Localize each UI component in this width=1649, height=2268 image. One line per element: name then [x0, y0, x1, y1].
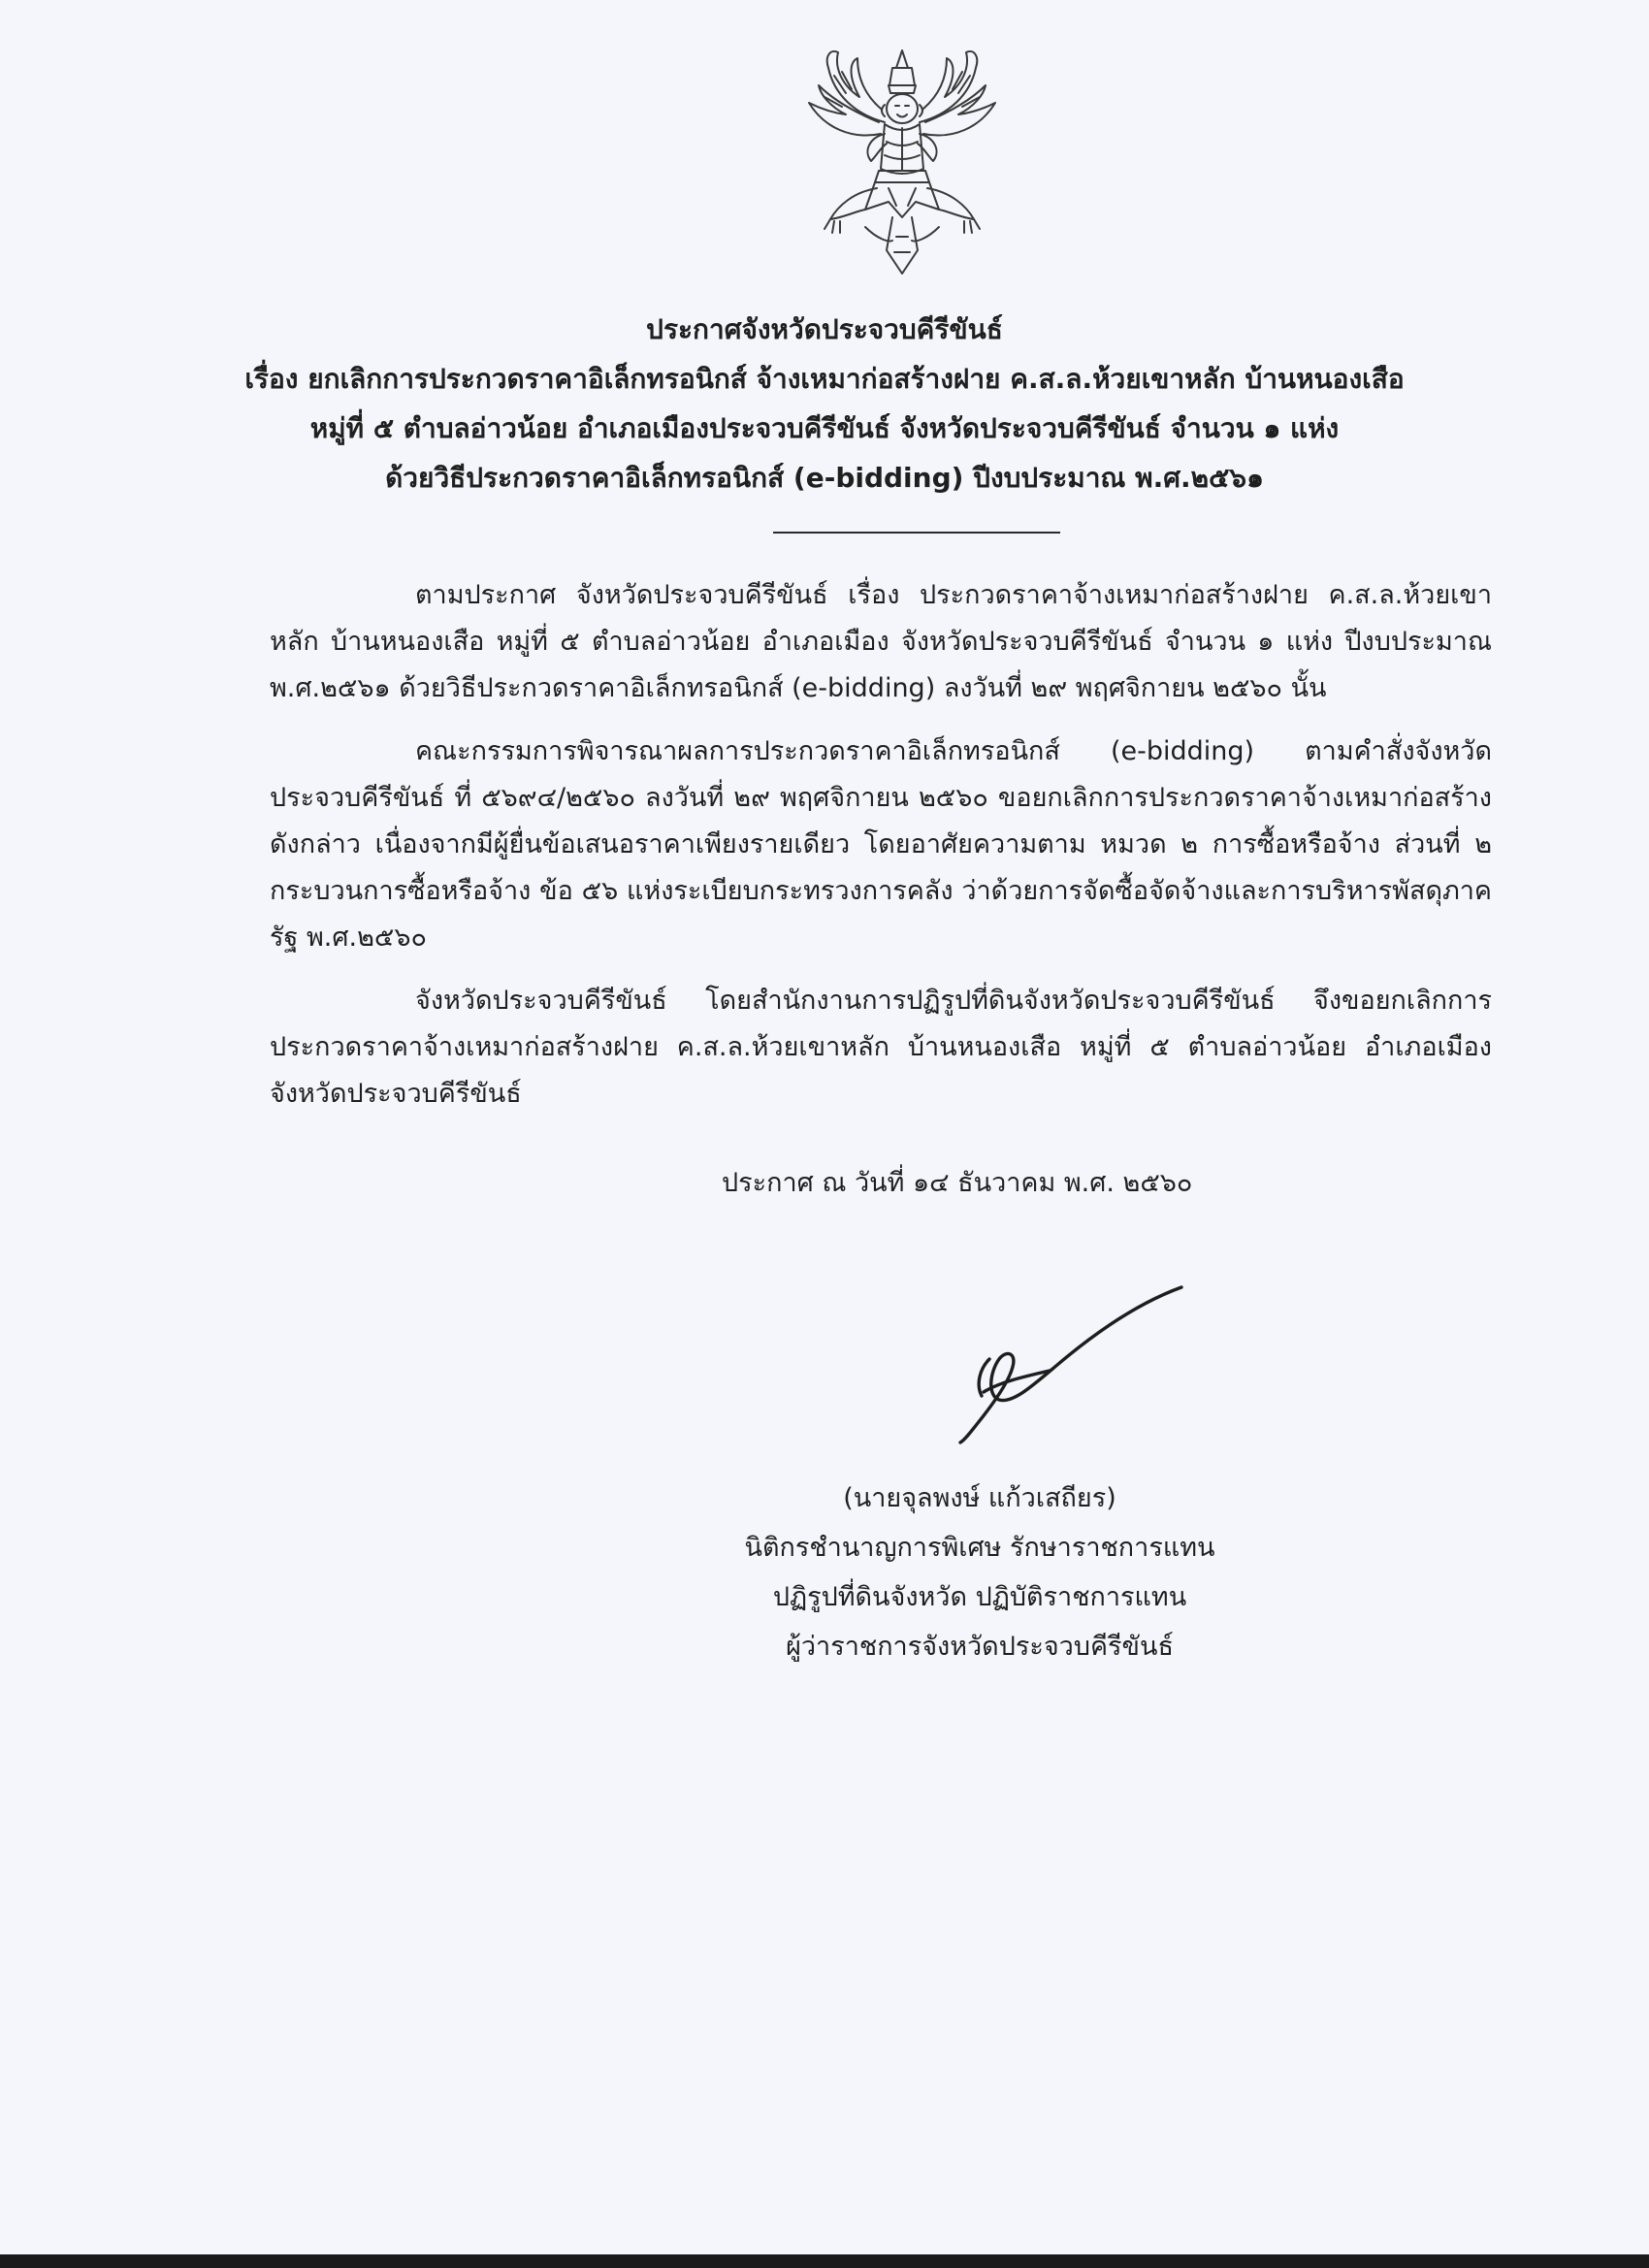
- announcement-heading: [223, 305, 1426, 502]
- garuda-emblem-icon: [795, 47, 1009, 277]
- signer-name: (นายจุลพงษ์ แก้วเสถียร): [843, 1483, 1116, 1513]
- body-paragraph-2: คณะกรรมการพิจารณาผลการประกวดราคาอิเล็กทรอนิกส์ (e-bidding) ตามคำสั่งจังหวัดประจวบคีรีขันธ์ ที่ ๕๖๙๔/๒๕๖๐ ลงวันที่ ๒๙ พฤศจิกายน ๒๕๖๐ ขอยกเลิกการประกวดราคาจ้างเหมาก่อสร้างดังกล่าว เนื่องจากมีผู้ยื่นข้อเสนอราคาเพียงรายเดียว โดยอาศัยความตาม หมวด ๒ การซื้อหรือจ้าง ส่วนที่ ๒ กระบวนการซื้อหรือจ้าง ข้อ ๕๖ แห่งระเบียบกระทรวงการคลัง ว่าด้วยการจัดซื้อจัดจ้างและการบริหารพัสดุภาครัฐ พ.ศ.๒๕๖๐: [270, 736, 1492, 953]
- announcement-date: ประกาศ ณ วันที่ ๑๔ ธันวาคม พ.ศ. ๒๕๖๐: [722, 1168, 1193, 1198]
- scan-bottom-edge: [0, 2254, 1649, 2268]
- heading-title: ประกาศจังหวัดประจวบคีรีขันธ์: [646, 313, 1003, 345]
- heading-divider: [773, 532, 1060, 534]
- heading-subject-line-3: ด้วยวิธีประกวดราคาอิเล็กทรอนิกส์ (e-bidding) ปีงบประมาณ พ.ศ.๒๕๖๑: [385, 462, 1264, 494]
- handwritten-signature-icon: [931, 1276, 1193, 1448]
- announcement-body: [270, 572, 1492, 1134]
- body-paragraph-3: จังหวัดประจวบคีรีขันธ์ โดยสำนักงานการปฏิรูปที่ดินจังหวัดประจวบคีรีขันธ์ จึงขอยกเลิกการประกวดราคาจ้างเหมาก่อสร้างฝาย ค.ส.ล.ห้วยเขาหลัก บ้านหนองเสือ หมู่ที่ ๕ ตำบลอ่าวน้อย อำเภอเมือง จังหวัดประจวบคีรีขันธ์: [270, 986, 1492, 1109]
- signer-position-1: นิติกรชำนาญการพิเศษ รักษาราชการแทน: [744, 1533, 1215, 1563]
- signer-block: [669, 1474, 1290, 1671]
- signer-position-2: ปฏิรูปที่ดินจังหวัด ปฏิบัติราชการแทน: [772, 1582, 1187, 1612]
- signer-position-3: ผู้ว่าราชการจังหวัดประจวบคีรีขันธ์: [786, 1632, 1174, 1662]
- heading-subject-line-1: เรื่อง ยกเลิกการประกวดราคาอิเล็กทรอนิกส์ จ้างเหมาก่อสร้างฝาย ค.ส.ล.ห้วยเขาหลัก บ้านหนองเสือ: [244, 363, 1405, 395]
- body-paragraph-1: ตามประกาศ จังหวัดประจวบคีรีขันธ์ เรื่อง ประกวดราคาจ้างเหมาก่อสร้างฝาย ค.ส.ล.ห้วยเขาหลัก บ้านหนองเสือ หมู่ที่ ๕ ตำบลอ่าวน้อย อำเภอเมือง จังหวัดประจวบคีรีขันธ์ จำนวน ๑ แห่ง ปีงบประมาณ พ.ศ.๒๕๖๑ ด้วยวิธีประกวดราคาอิเล็กทรอนิกส์ (e-bidding) ลงวันที่ ๒๙ พฤศจิกายน ๒๕๖๐ นั้น: [270, 580, 1492, 703]
- heading-subject-line-2: หมู่ที่ ๕ ตำบลอ่าวน้อย อำเภอเมืองประจวบคีรีขันธ์ จังหวัดประจวบคีรีขันธ์ จำนวน ๑ แห่ง: [309, 412, 1340, 444]
